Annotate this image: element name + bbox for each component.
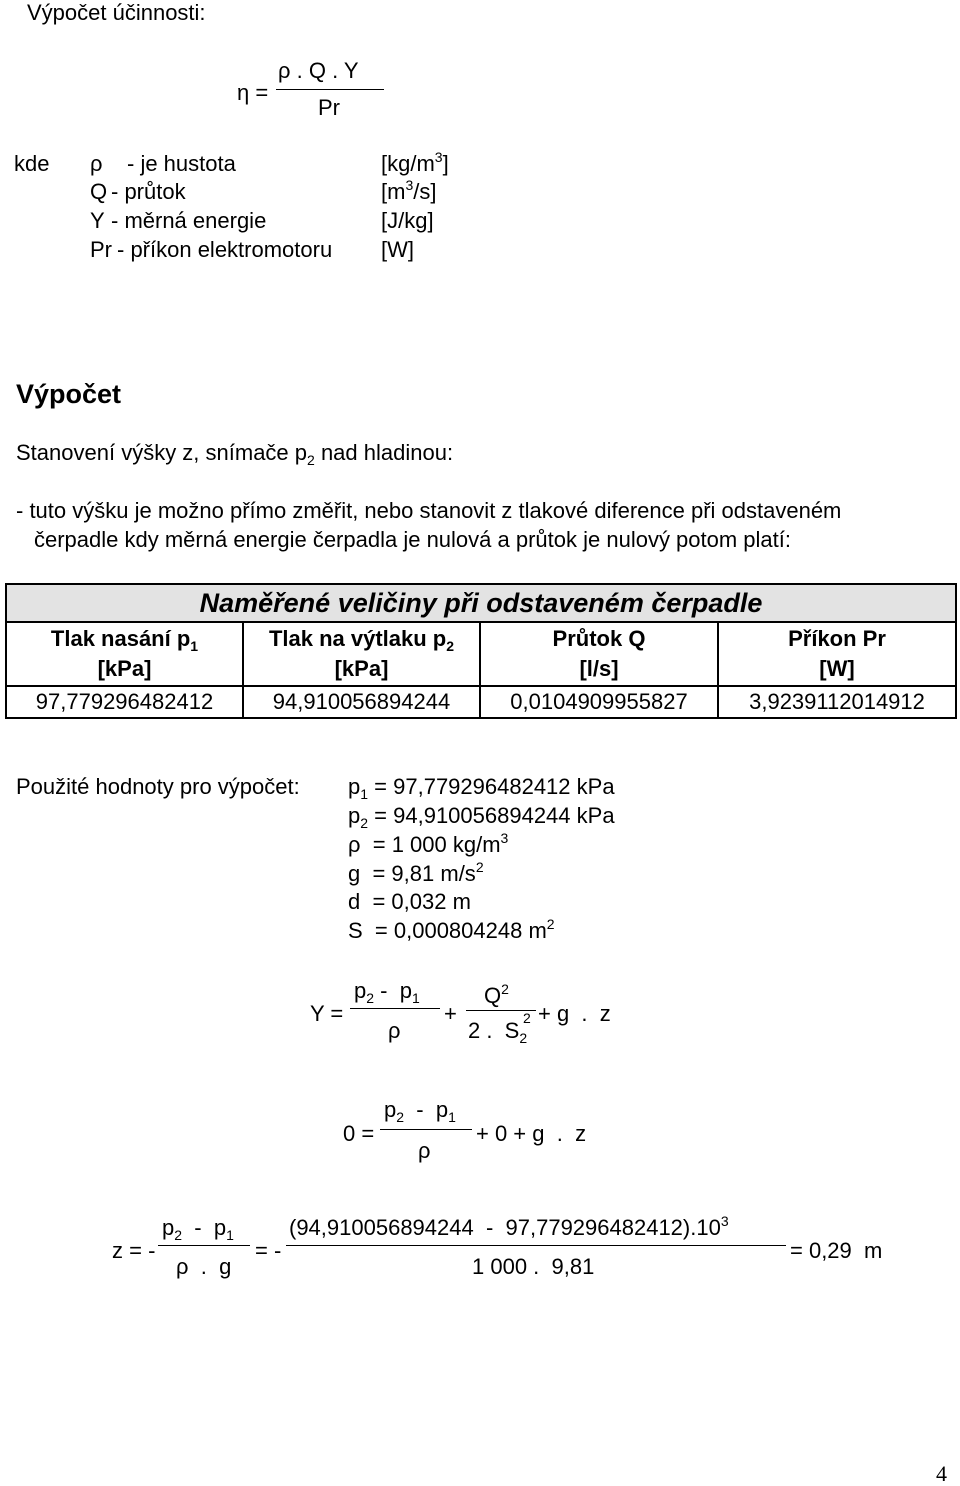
- legend-symbol: Pr: [90, 237, 112, 262]
- used-value-s: S = 0,000804248 $m^2$: [348, 916, 555, 943]
- formula-z-numerator1: $p_2 - p_1$: [162, 1215, 234, 1243]
- used-value-p2: $p_2 = 94,910056894244$ kPa: [348, 803, 615, 831]
- legend-symbol: Y: [90, 208, 105, 233]
- formula-y-fraction-line1: [350, 1008, 440, 1009]
- legend-symbol: Q: [90, 179, 108, 204]
- formula-z-result: = 0,29 m: [790, 1238, 883, 1263]
- table-title: Naměřené veličiny při odstaveném čerpadle: [6, 584, 956, 622]
- formula-zero-fraction-line: [380, 1129, 472, 1130]
- formula-y-plus: +: [444, 1001, 457, 1026]
- formula-zero-numerator: $p_2 - p_1$: [384, 1097, 456, 1125]
- calc-paragraph-line1: - tuto výšku je možno přímo změřit, nebo stanovit z tlakové diference při odstaveném: [16, 498, 842, 523]
- table-cell: 97,779296482412: [6, 686, 243, 718]
- legend-desc: - příkon elektromotoru: [117, 237, 333, 262]
- formula-z-lhs: z = -: [112, 1238, 156, 1263]
- calc-heading: Výpočet: [16, 379, 122, 409]
- formula-y-tail: + g . z: [538, 1001, 611, 1026]
- legend-unit: $[kg/m^3]$: [381, 149, 449, 176]
- legend-unit: $[m^3/s]$: [381, 177, 437, 204]
- table-header-flow: Průtok Q [l/s]: [480, 622, 718, 686]
- formula-z-equals2: = -: [255, 1238, 282, 1263]
- formula-y-numerator1: $p_2 - p_1$: [354, 978, 420, 1006]
- used-values-label: Použité hodnoty pro výpočet:: [16, 774, 300, 799]
- formula-y-numerator2: $Q^2$: [484, 981, 509, 1008]
- eta-numerator: ρ . Q . Y: [278, 58, 359, 83]
- formula-zero-lhs: 0 =: [343, 1121, 375, 1146]
- formula-y-denominator1: ρ: [388, 1018, 401, 1043]
- legend-unit: [W]: [381, 237, 414, 262]
- table-header-power-input: Příkon Pr [W]: [718, 622, 956, 686]
- page-number: 4: [936, 1461, 947, 1486]
- used-value-p1: $p_1 = 97,779296482412$ kPa: [348, 774, 615, 802]
- legend-desc: - měrná energie: [111, 208, 267, 233]
- used-value-rho: ρ = 1 000 $kg/m^3$: [348, 830, 509, 857]
- formula-zero-tail: + 0 + g . z: [476, 1121, 587, 1146]
- measured-values-table: [5, 583, 957, 719]
- formula-y-den-sup: 2: [523, 1010, 531, 1026]
- formula-z-fraction-line1: [158, 1245, 250, 1246]
- eta-fraction-line: [276, 89, 384, 90]
- formula-z-fraction-line2: [286, 1245, 786, 1246]
- table-cell: 94,910056894244: [243, 686, 480, 718]
- calc-paragraph-line2: čerpadle kdy měrná energie čerpadla je nulová a průtok je nulový potom platí:: [34, 527, 792, 552]
- legend-desc: - je hustota: [127, 151, 236, 176]
- eta-label: η =: [237, 80, 269, 105]
- table-header-discharge-pressure: Tlak na výtlaku $p_2$ [kPa]: [243, 622, 480, 686]
- legend-desc: - průtok: [111, 179, 186, 204]
- legend-symbol: ρ: [90, 151, 103, 176]
- table-cell: 0,0104909955827: [480, 686, 718, 718]
- formula-z-denominator2: 1 000 . 9,81: [472, 1254, 595, 1279]
- calc-line-height: Stanovení výšky z, snímače $p_2$ nad hladinou:: [16, 440, 454, 468]
- table-cell: 3,9239112014912: [718, 686, 956, 718]
- formula-z-denominator1: ρ . g: [176, 1254, 232, 1279]
- used-value-d: d = 0,032 m: [348, 889, 471, 914]
- formula-y-denominator2: 2 . $S_2$: [468, 1018, 528, 1046]
- legend-unit: [J/kg]: [381, 208, 434, 233]
- table-header-suction-pressure: Tlak nasání $p_1$ [kPa]: [6, 622, 243, 686]
- formula-y-lhs: Y =: [310, 1001, 344, 1026]
- formula-z-numerator2: $(94,910056894244 - 97,779296482412).10^3$: [289, 1213, 729, 1240]
- formula-zero-denominator: ρ: [418, 1138, 431, 1163]
- legend-kde: kde: [14, 151, 50, 176]
- section-heading-efficiency: Výpočet účinnosti:: [27, 0, 206, 25]
- eta-denominator: Pr: [318, 95, 340, 120]
- used-value-g: g = 9,81 $m/s^2$: [348, 859, 484, 886]
